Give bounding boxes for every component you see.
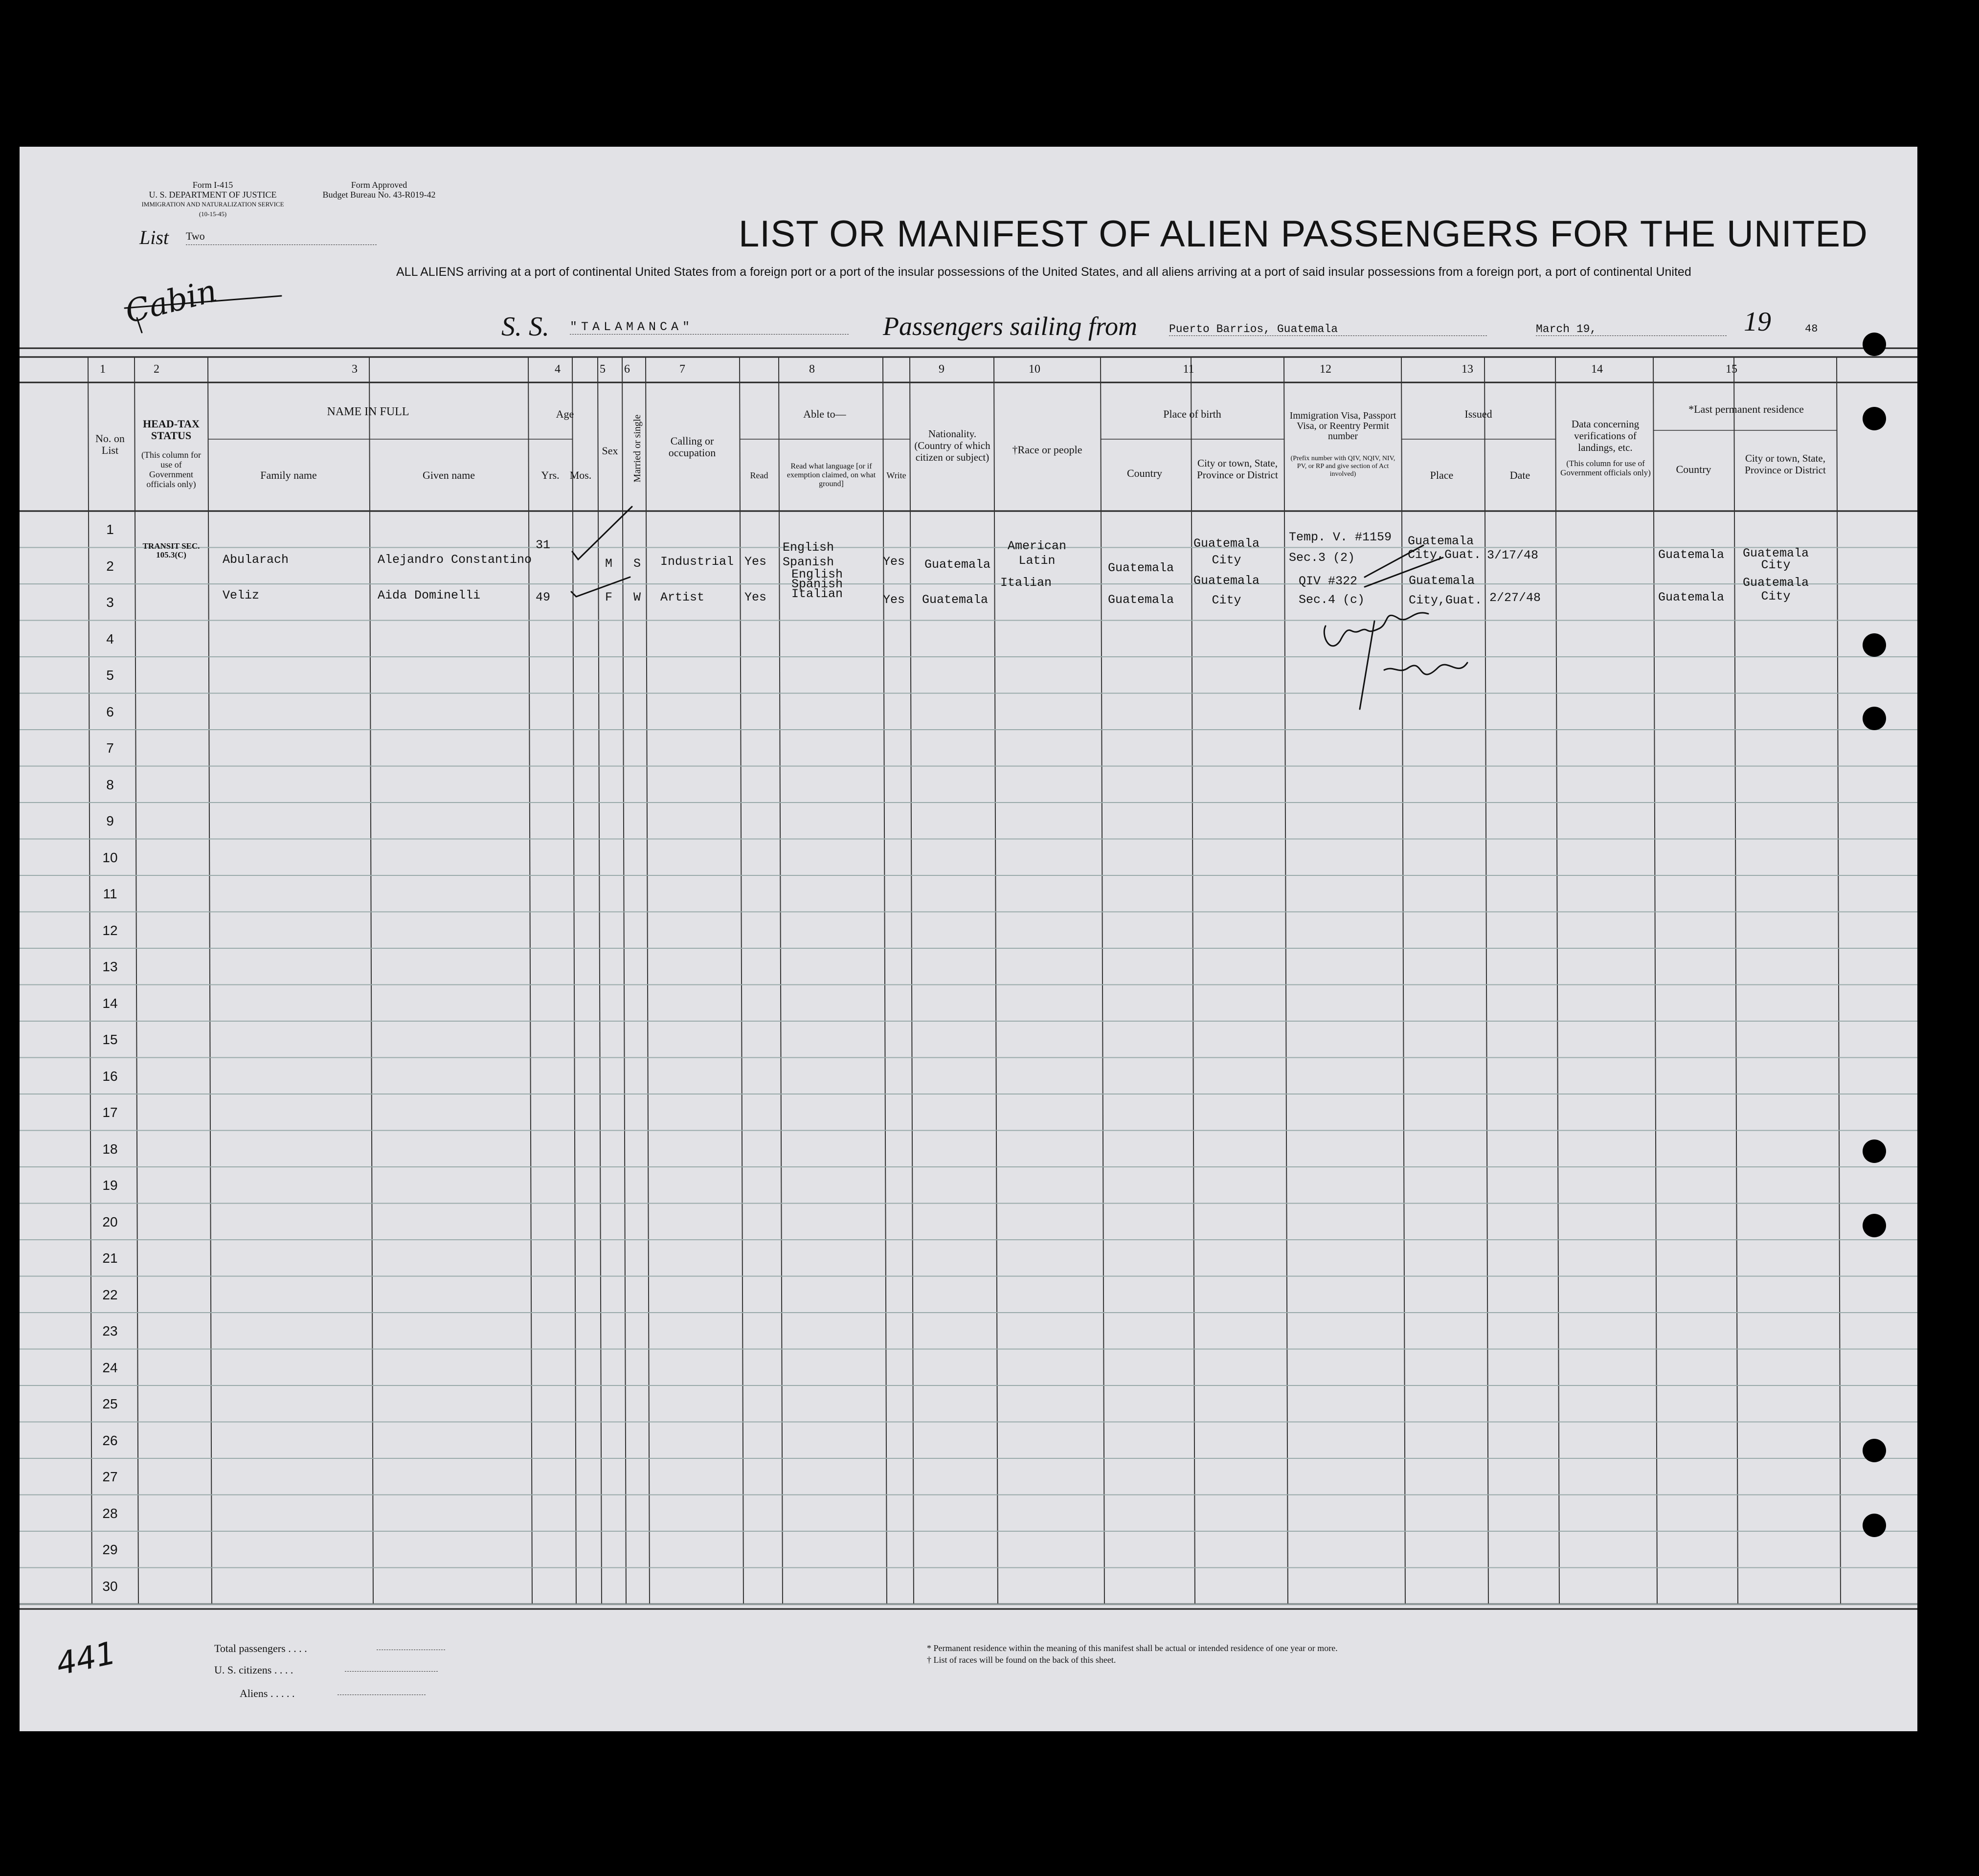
row2-sex: F — [605, 590, 613, 604]
row-number: 5 — [106, 668, 114, 683]
budget: Budget Bureau No. 43-R019-42 — [322, 190, 436, 200]
row-number: 20 — [102, 1214, 118, 1229]
col-write: Write — [886, 470, 906, 480]
year-suffix: 48 — [1805, 323, 1818, 335]
col-family-name: Family name — [260, 469, 317, 481]
col-read-what: Read what language [or if exemption claimed, on what ground] — [787, 462, 876, 488]
row-number: 18 — [102, 1141, 118, 1157]
ship-name: "TALAMANCA" — [570, 320, 849, 335]
col-sex: Sex — [602, 445, 618, 457]
col-verification-note: (This column for use of Government officials only) — [1560, 459, 1651, 477]
row2-status: W — [633, 590, 641, 604]
row-number: 11 — [103, 886, 117, 901]
row-number: 1 — [106, 522, 114, 537]
punch-hole — [1863, 407, 1886, 430]
col-issued: Issued — [1464, 408, 1492, 420]
row2-issued-date: 2/27/48 — [1489, 591, 1541, 605]
footnote-residence: * Permanent residence within the meaning of this manifest shall be actual or intended residence of one year or more. — [927, 1643, 1338, 1653]
row1-read: Yes — [744, 555, 767, 569]
footer-total: Total passengers . . . . — [214, 1642, 307, 1654]
checkmark-row1 — [572, 507, 632, 559]
row-number: 25 — [102, 1396, 118, 1411]
col-visa-note: (Prefix number with QIV, NQIV, NIV, PV, or RP and give section of Act involved) — [1290, 455, 1395, 478]
row1-nationality: Guatemala — [924, 558, 991, 572]
row-number: 8 — [106, 777, 114, 792]
row-number: 27 — [102, 1469, 118, 1484]
col-birth-city: City or town, State, Province or District — [1197, 457, 1278, 481]
year-prefix: 19 — [1744, 307, 1771, 337]
row-number: 23 — [102, 1323, 118, 1339]
col-race: †Race or people — [1012, 444, 1082, 456]
form-date: (10-15-45) — [199, 210, 227, 218]
col-given-name: Given name — [423, 469, 475, 481]
sailing-date: March 19, — [1536, 323, 1727, 336]
page-stamp-handwritten: 441 — [53, 1635, 119, 1683]
col-birth-country: Country — [1126, 467, 1163, 479]
col-read: Read — [750, 470, 768, 480]
row-number: 15 — [102, 1032, 118, 1047]
row2-read: Yes — [744, 590, 767, 604]
punch-hole — [1863, 1214, 1886, 1237]
col-able-to: Able to— — [803, 408, 846, 420]
row1-sex: M — [605, 557, 613, 571]
row1-given-name: Alejandro Constantino — [378, 553, 532, 567]
row2-occupation: Artist — [660, 590, 705, 604]
col-yrs: Yrs. — [541, 469, 560, 481]
col-issued-date: Date — [1509, 469, 1530, 481]
margin-underline — [125, 296, 281, 333]
punch-hole — [1863, 633, 1886, 657]
col-head-tax: HEAD-TAX STATUS — [143, 418, 200, 442]
row1-visa: Temp. V. #1159 Sec.3 (2) — [1289, 530, 1392, 565]
sailing-from: Puerto Barrios, Guatemala — [1169, 323, 1487, 336]
column-number: 7 — [679, 363, 685, 376]
punch-hole — [1863, 1139, 1886, 1163]
row-number: 14 — [102, 995, 118, 1011]
row2-family-name: Veliz — [223, 588, 260, 603]
column-number: 6 — [624, 363, 630, 376]
col-issued-place: Place — [1430, 469, 1454, 481]
column-number: 10 — [1029, 363, 1040, 376]
column-number: 1 — [100, 363, 106, 376]
row-number: 6 — [106, 704, 114, 719]
col-verification: Data concerning verifications of landings, etc. — [1571, 418, 1640, 453]
row-number: 21 — [102, 1251, 118, 1266]
row-number: 22 — [102, 1287, 118, 1302]
service: IMMIGRATION AND NATURALIZATION SERVICE — [141, 201, 284, 208]
checkmark-row2 — [571, 577, 630, 597]
column-number: 4 — [555, 363, 561, 376]
row2-write: Yes — [883, 593, 905, 607]
punch-hole — [1863, 1439, 1886, 1462]
footer-aliens-line — [337, 1694, 426, 1695]
footnote-races: † List of races will be found on the back of this sheet. — [927, 1655, 1116, 1665]
row-number: 4 — [106, 631, 114, 647]
row2-given-name: Aida Dominelli — [378, 588, 481, 603]
punch-hole — [1863, 1514, 1886, 1537]
sailing-label: Passengers sailing from — [883, 312, 1138, 341]
inspector-signature — [1324, 613, 1467, 709]
footer-us-line — [345, 1671, 438, 1672]
row2-languages: English Spanish Italian — [791, 567, 843, 601]
punch-hole — [1863, 333, 1886, 356]
row1-res-country: Guatemala — [1658, 548, 1725, 562]
manifest-subtitle: ALL ALIENS arriving at a port of continental United States from a foreign port or a port of the insular possessions of the United States, and all aliens arriving at a port of said insular possessions from a foreign port, a port of continental United — [396, 265, 1691, 279]
row1-birth-city: Guatemala City — [1193, 536, 1260, 567]
row1-issued-place: Guatemala City,Guat. — [1408, 534, 1482, 562]
manifest-title: LIST OR MANIFEST OF ALIEN PASSENGERS FOR THE UNITED — [739, 213, 1868, 255]
col-res-country: Country — [1676, 463, 1711, 475]
row-number: 29 — [102, 1542, 118, 1557]
footer-aliens: Aliens . . . . . — [240, 1687, 295, 1699]
row-number: 7 — [106, 740, 114, 756]
row1-status: S — [633, 557, 641, 571]
row-number: 2 — [106, 558, 114, 574]
approval: Form Approved — [351, 180, 407, 190]
row-number: 24 — [102, 1360, 118, 1375]
row1-race: American Latin — [1008, 539, 1067, 568]
row-number: 19 — [102, 1178, 118, 1193]
row-number: 16 — [102, 1068, 118, 1084]
row2-issued-place: Guatemala City,Guat. — [1409, 574, 1483, 607]
footer-total-line — [377, 1649, 445, 1650]
col-nationality: Nationality. (Country of which citizen or subject) — [914, 428, 990, 463]
col-last-residence: *Last permanent residence — [1688, 403, 1804, 415]
col-married: Married or single — [632, 414, 643, 483]
row-number: 12 — [102, 922, 118, 938]
row1-head-tax: TRANSIT SEC. 105.3(C) — [142, 541, 200, 559]
row-number: 3 — [106, 595, 114, 610]
col-visa: Immigration Visa, Passport Visa, or Reentry Permit number — [1289, 410, 1396, 442]
row-number: 10 — [102, 849, 118, 865]
list-value: Two — [186, 230, 377, 245]
form-id: Form I-415 — [192, 180, 233, 190]
col-calling: Calling or occupation — [668, 435, 716, 459]
department: U. S. DEPARTMENT OF JUSTICE — [149, 190, 277, 200]
row-number: 9 — [106, 813, 114, 828]
ss-label: S. S. — [501, 312, 549, 342]
col-name-in-full: NAME IN FULL — [327, 405, 409, 418]
col-place-of-birth: Place of birth — [1163, 408, 1221, 420]
row2-race: Italian — [1000, 576, 1052, 590]
row2-age: 49 — [536, 590, 551, 604]
row2-nationality: Guatemala — [922, 593, 989, 607]
row2-res-city: Guatemala City — [1743, 576, 1809, 603]
footer-us-citizens: U. S. citizens . . . . — [214, 1664, 293, 1676]
column-number: 8 — [809, 363, 815, 376]
row-number: 28 — [102, 1505, 118, 1521]
row1-age: 31 — [536, 538, 551, 552]
list-label: List — [139, 226, 169, 248]
row1-occupation: Industrial — [660, 555, 734, 569]
column-number: 15 — [1726, 363, 1737, 376]
row-number: 13 — [102, 959, 118, 974]
row1-write: Yes — [883, 555, 905, 569]
column-number: 2 — [154, 363, 159, 376]
row1-family-name: Abularach — [223, 553, 289, 567]
row-number: 26 — [102, 1432, 118, 1448]
row2-birth-city: Guatemala City — [1193, 574, 1260, 607]
column-number: 13 — [1462, 363, 1473, 376]
column-number: 11 — [1183, 363, 1194, 376]
row1-issued-date: 3/17/48 — [1487, 548, 1539, 562]
row1-birth-country: Guatemala — [1108, 561, 1174, 575]
col-head-tax-note: (This column for use of Government officials only) — [141, 450, 201, 489]
column-number: 3 — [352, 363, 358, 376]
col-res-city: City or town, State, Province or District — [1745, 452, 1826, 476]
row-number: 17 — [102, 1105, 118, 1120]
row-number: 30 — [102, 1578, 118, 1594]
row2-birth-country: Guatemala — [1108, 593, 1174, 607]
row2-visa: QIV #322 Sec.4 (c) — [1299, 574, 1365, 607]
punch-hole — [1863, 707, 1886, 730]
row1-res-city: Guatemala City — [1743, 546, 1809, 572]
col-mos: Mos. — [569, 469, 592, 481]
col-age: Age — [556, 408, 574, 420]
pen-strokes — [1365, 545, 1443, 587]
row1-languages: English Spanish — [783, 540, 834, 569]
column-number: 9 — [939, 363, 945, 376]
column-number: 14 — [1591, 363, 1603, 376]
column-number: 5 — [600, 363, 606, 376]
row2-res-country: Guatemala — [1658, 590, 1725, 604]
margin-note-handwritten: Cabin — [121, 273, 221, 331]
col-no-on-list: No. on List — [95, 432, 125, 456]
column-number: 12 — [1320, 363, 1331, 376]
